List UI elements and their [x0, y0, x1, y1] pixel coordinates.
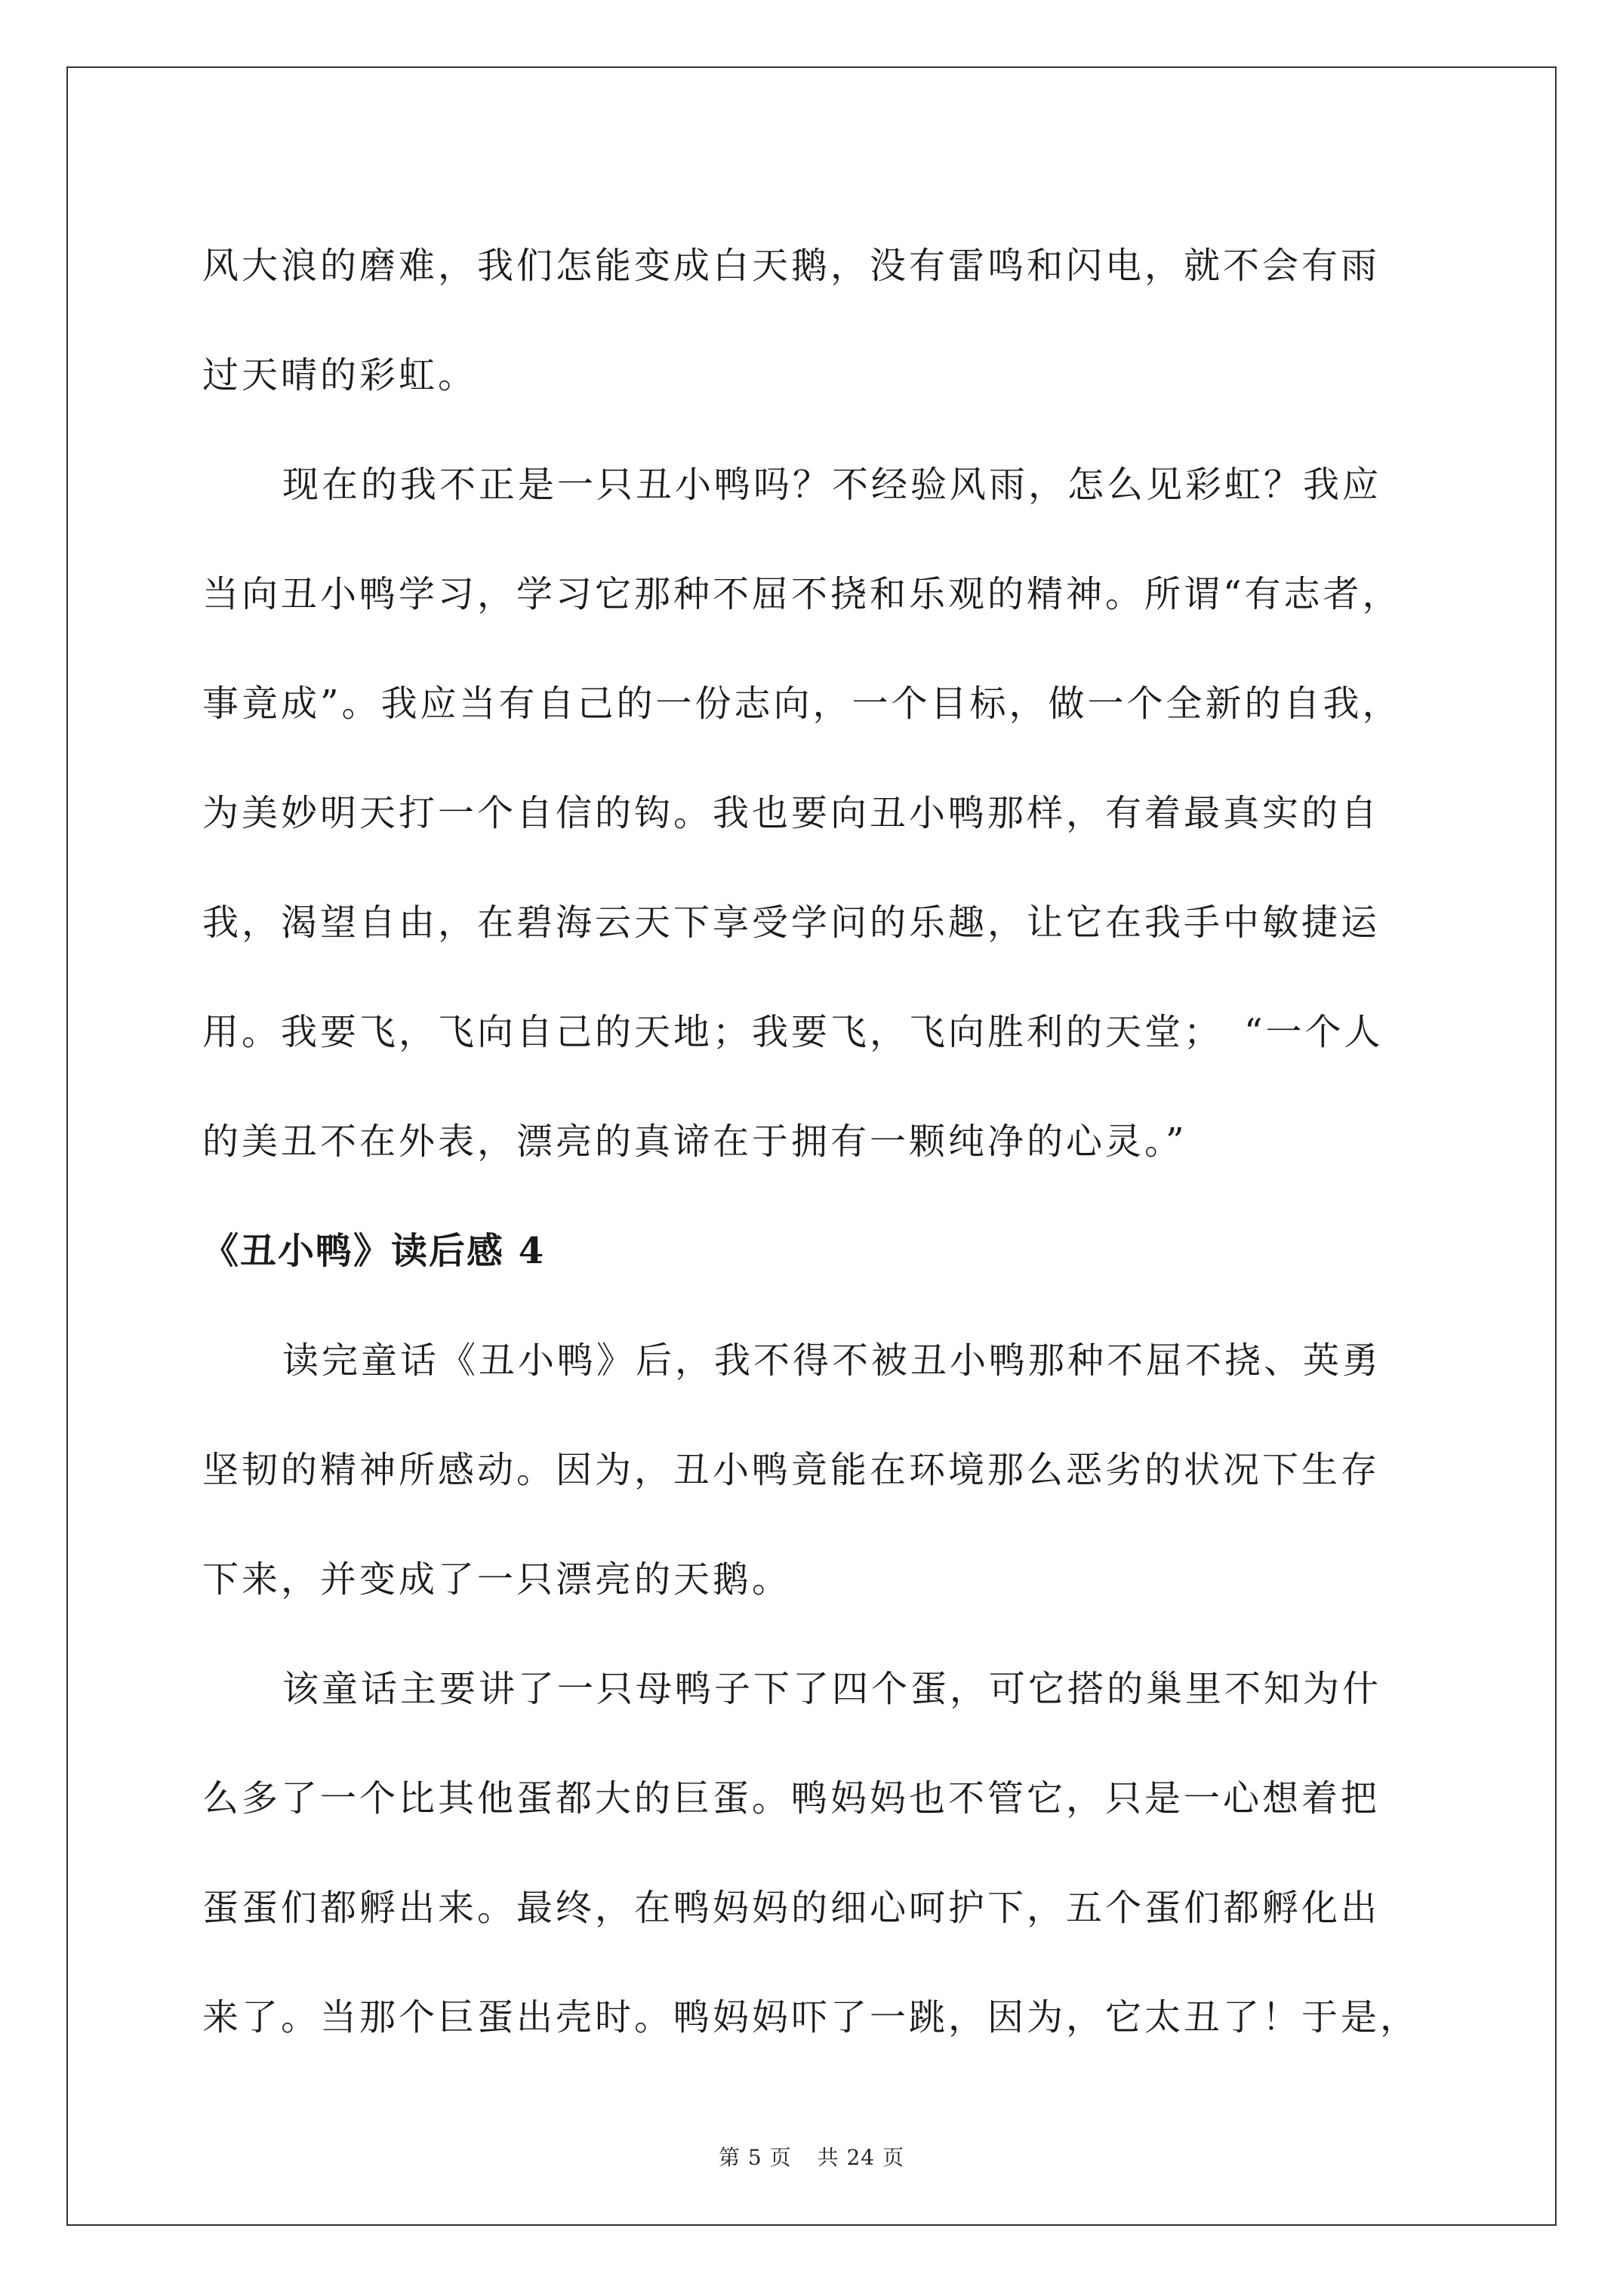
text-line: 为美妙明天打一个自信的钩。我也要向丑小鸭那样，有着最真实的自 [202, 792, 1381, 834]
text-line: 下来，并变成了一只漂亮的天鹅。 [202, 1558, 792, 1601]
paragraph-3 [202, 1306, 1440, 1635]
page-footer [0, 2141, 1623, 2171]
paragraph-2 [202, 430, 1440, 1197]
text-line: 蛋蛋们都孵出来。最终，在鸭妈妈的细心呵护下，五个蛋们都孵化出 [202, 1887, 1381, 1929]
text-line: 当向丑小鸭学习，学习它那种不屈不挠和乐观的精神。所谓“有志者， [202, 573, 1402, 615]
text-line: 读完童话《丑小鸭》后，我不得不被丑小鸭那种不屈不挠、英勇 [282, 1339, 1382, 1382]
text-line: 用。我要飞，飞向自己的天地；我要飞，飞向胜利的天堂； “一个人 [202, 1011, 1384, 1053]
text-line: 我，渴望自由，在碧海云天下享受学问的乐趣，让它在我手中敏捷运 [202, 901, 1381, 944]
text-line: 来了。当那个巨蛋出壳时。鸭妈妈吓了一跳，因为，它太丑了！于是， [202, 1996, 1420, 2039]
page-total: 共 24 页 [817, 2145, 904, 2170]
text-line: 现在的我不正是一只丑小鸭吗？不经验风雨，怎么见彩虹？我应 [282, 464, 1382, 506]
text-line: 过天晴的彩虹。 [202, 354, 478, 396]
page-number: 第 5 页 [719, 2145, 792, 2170]
section-heading: 《丑小鸭》读后感 4 [202, 1230, 546, 1272]
text-line: 么多了一个比其他蛋都大的巨蛋。鸭妈妈也不管它，只是一心想着把 [202, 1777, 1381, 1820]
text-line: 事竟成”。我应当有自己的一份志向，一个目标，做一个全新的自我， [202, 683, 1402, 725]
paragraph-1 [202, 211, 1440, 430]
text-line: 的美丑不在外表，漂亮的真谛在于拥有一颗纯净的心灵。” [202, 1120, 1187, 1163]
paragraph-4 [202, 1635, 1440, 2073]
text-line: 坚韧的精神所感动。因为，丑小鸭竟能在环境那么恶劣的状况下生存 [202, 1449, 1381, 1491]
text-line: 风大浪的磨难，我们怎能变成白天鹅，没有雷鸣和闪电，就不会有雨 [202, 245, 1381, 287]
document-body [202, 211, 1440, 2073]
text-line: 该童话主要讲了一只母鸭子下了四个蛋，可它搭的巢里不知为什 [282, 1668, 1382, 1710]
